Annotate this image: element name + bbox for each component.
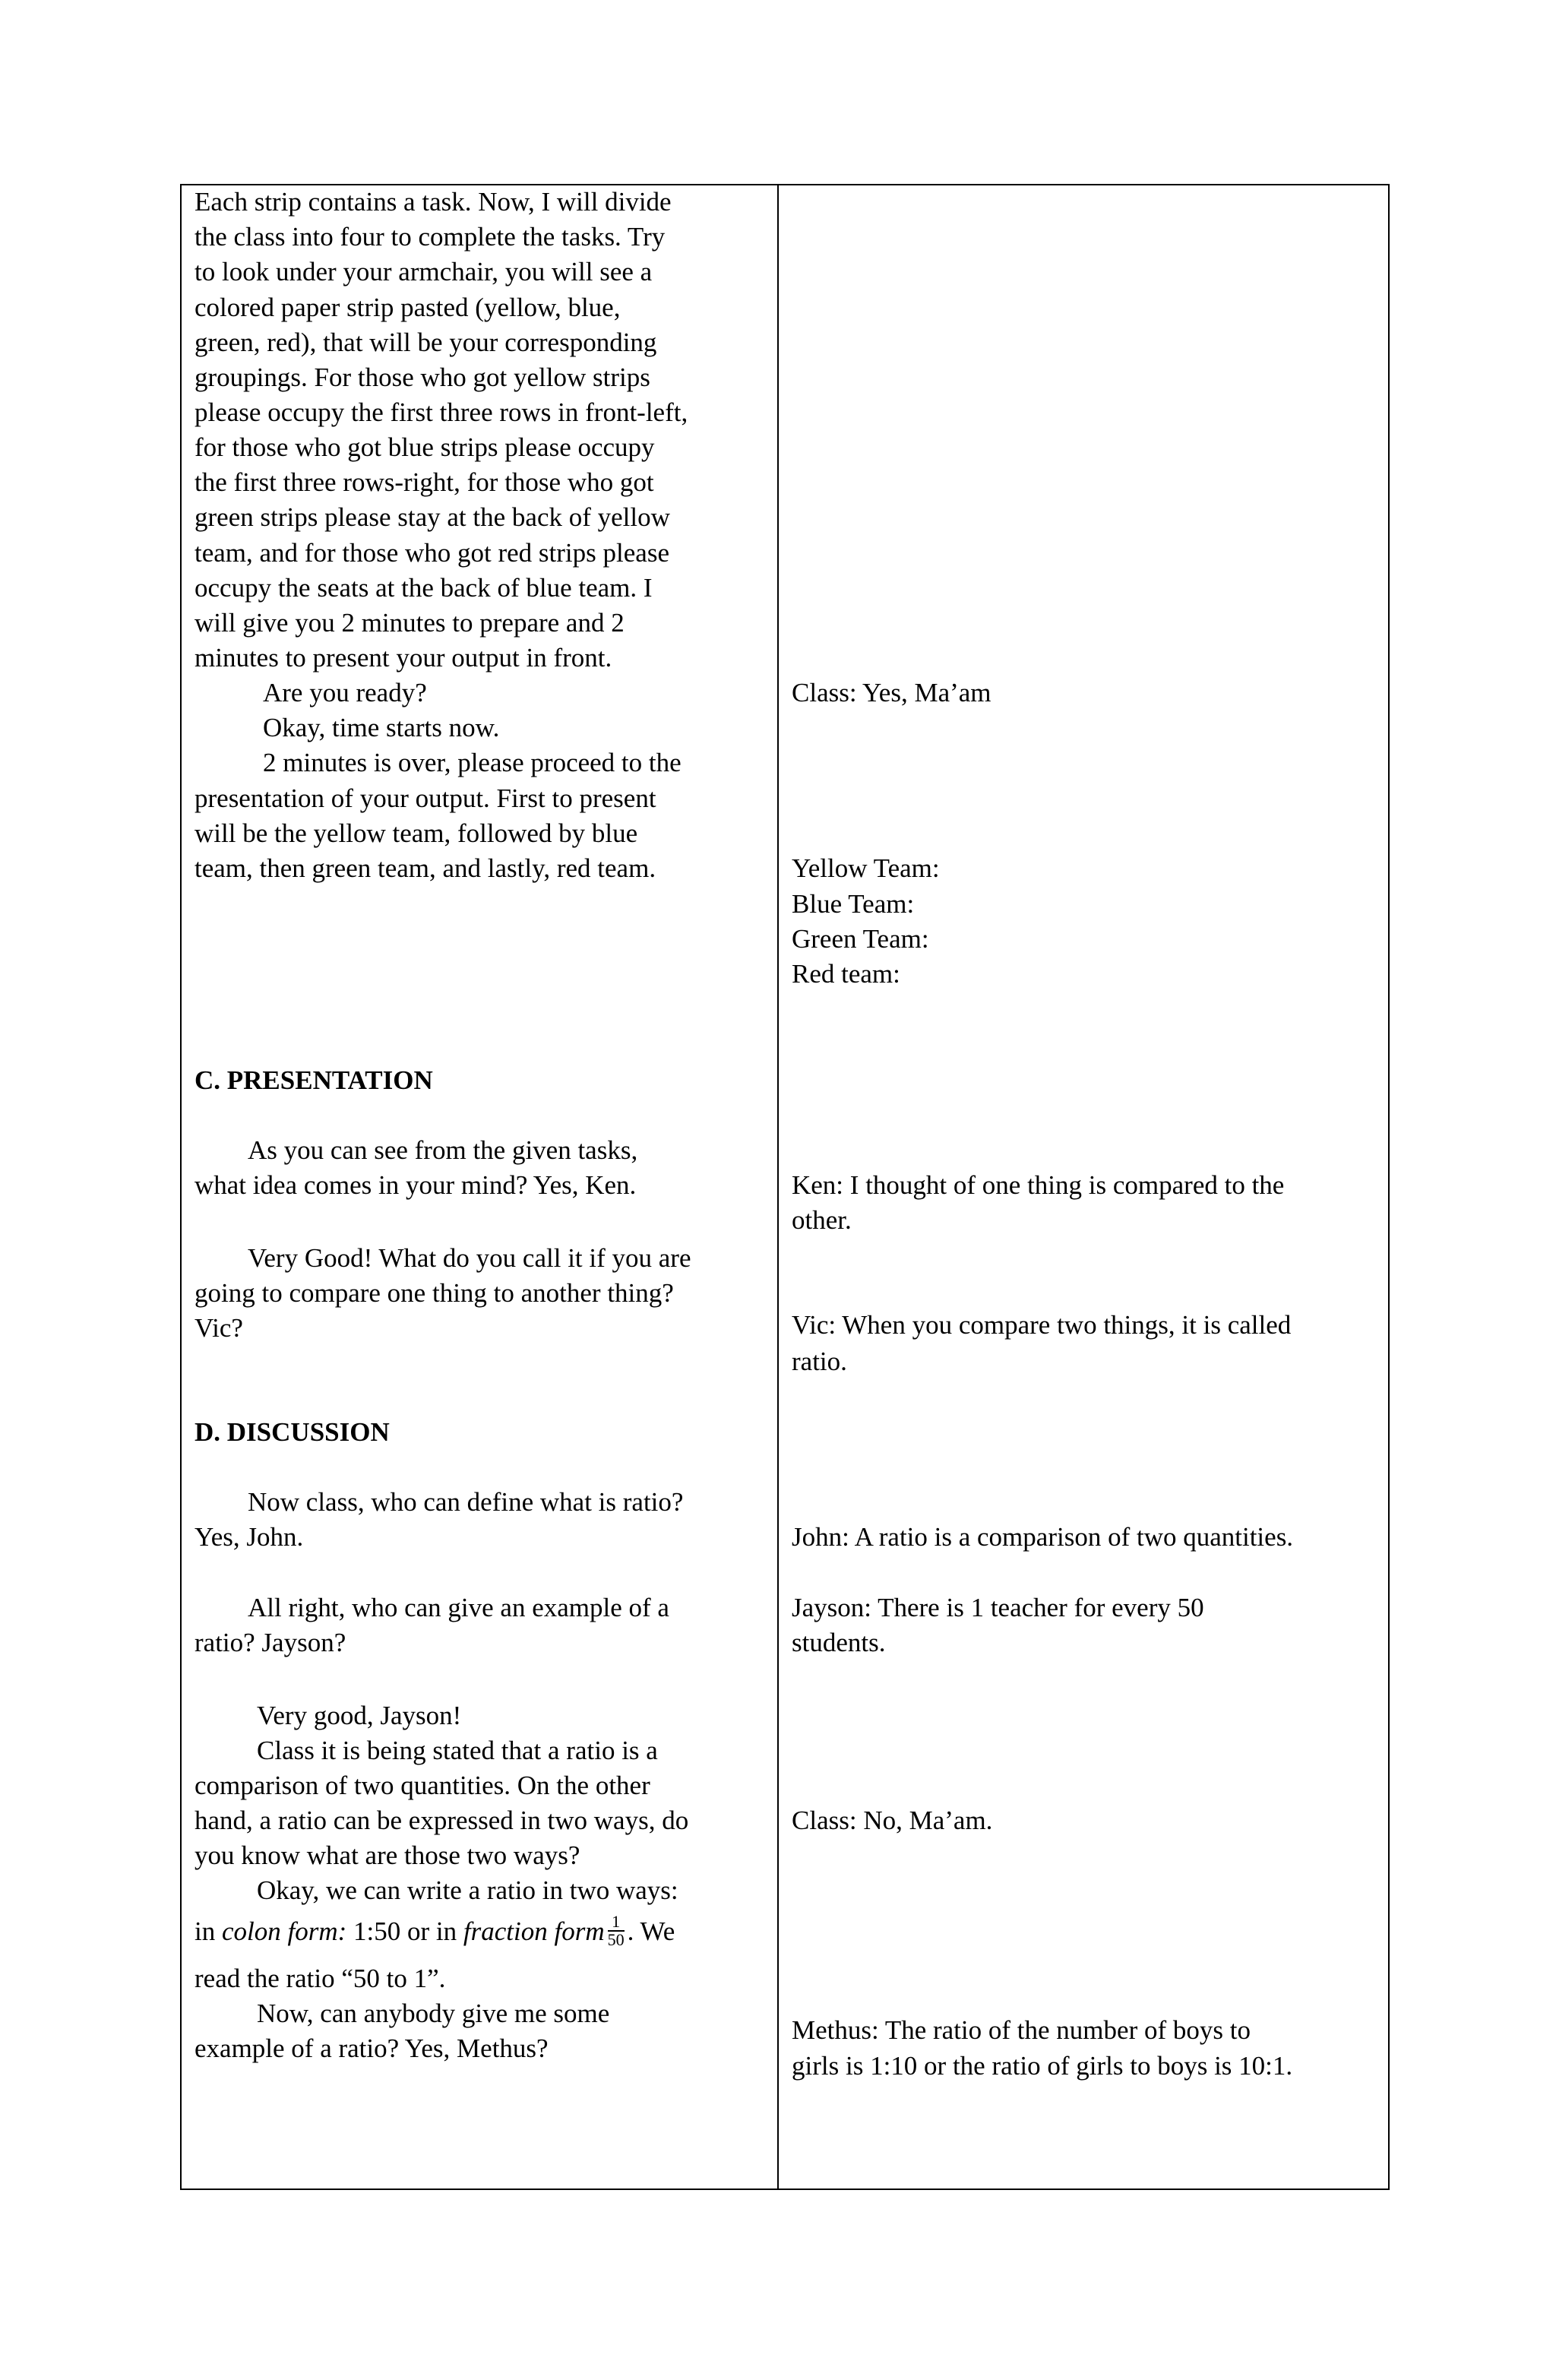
intro-line: the first three rows-right, for those who got: [194, 467, 654, 497]
methus-response-line: girls is 1:10 or the ratio of girls to boys is 10:1.: [792, 2051, 1293, 2081]
intro-line: occupy the seats at the back of blue team. I: [194, 573, 653, 603]
presentation-good-line: Vic?: [194, 1313, 243, 1343]
over-line: team, then green team, and lastly, red team.: [194, 853, 656, 883]
stated-line: you know what are those two ways?: [194, 1840, 580, 1870]
team-blue: Blue Team:: [792, 889, 915, 919]
presentation-good-line: Very Good! What do you call it if you are: [248, 1243, 691, 1273]
intro-line: groupings. For those who got yellow strips: [194, 362, 650, 392]
jayson-response-line: Jayson: There is 1 teacher for every 50: [792, 1593, 1204, 1622]
stated-line: comparison of two quantities. On the other: [194, 1771, 650, 1800]
over-line: 2 minutes is over, please proceed to the: [263, 748, 682, 777]
stated-line: Class it is being stated that a ratio is a: [257, 1736, 658, 1765]
vic-response-line: ratio.: [792, 1347, 847, 1376]
intro-line: minutes to present your output in front.: [194, 643, 612, 673]
class-no-response: Class: No, Ma’am.: [792, 1806, 993, 1835]
methus-response-line: Methus: The ratio of the number of boys to: [792, 2015, 1251, 2045]
form-in: in: [194, 1916, 222, 1946]
presentation-question-line: what idea comes in your mind? Yes, Ken.: [194, 1170, 637, 1200]
intro-line: to look under your armchair, you will see a: [194, 257, 653, 286]
team-yellow: Yellow Team:: [792, 853, 940, 883]
fraction-numerator: 1: [608, 1913, 625, 1932]
team-green: Green Team:: [792, 924, 929, 954]
example-line: ratio? Jayson?: [194, 1628, 346, 1657]
presentation-heading: C. PRESENTATION: [194, 1065, 433, 1095]
intro-line: for those who got blue strips please occupy: [194, 432, 655, 462]
intro-line: will give you 2 minutes to prepare and 2: [194, 608, 625, 638]
intro-line: green strips please stay at the back of yellow: [194, 502, 670, 532]
john-response: John: A ratio is a comparison of two quantities.: [792, 1522, 1294, 1552]
jayson-response-line: students.: [792, 1628, 886, 1657]
intro-line: green, red), that will be your corresponding: [194, 328, 657, 357]
ready-question: Are you ready?: [263, 678, 427, 707]
time-starts-line: Okay, time starts now.: [263, 713, 500, 742]
intro-line: Each strip contains a task. Now, I will divide: [194, 187, 672, 217]
over-line: presentation of your output. First to present: [194, 783, 656, 813]
example-line: All right, who can give an example of a: [248, 1593, 669, 1622]
ratio-forms-line: [194, 1911, 675, 1951]
intro-line: please occupy the first three rows in front-left,: [194, 397, 688, 427]
form-we: . We: [627, 1916, 675, 1946]
very-good-jayson: Very good, Jayson!: [257, 1701, 462, 1730]
intro-line: colored paper strip pasted (yellow, blue,: [194, 293, 621, 322]
intro-line: team, and for those who got red strips please: [194, 538, 669, 568]
read-ratio-line: read the ratio “50 to 1”.: [194, 1964, 446, 1993]
define-line: Yes, John.: [194, 1522, 304, 1552]
colon-form-value: 1:50 or in: [346, 1916, 463, 1946]
okay-write-line: Okay, we can write a ratio in two ways:: [257, 1875, 678, 1905]
stated-line: hand, a ratio can be expressed in two ways, do: [194, 1806, 689, 1835]
fraction-one-over-fifty: [608, 1913, 625, 1948]
intro-line: the class into four to complete the tasks. Try: [194, 222, 666, 252]
column-divider: [777, 185, 779, 2189]
fraction-denominator: 50: [607, 1929, 625, 1949]
vic-response-line: Vic: When you compare two things, it is called: [792, 1310, 1292, 1340]
class-yes-response: Class: Yes, Ma’am: [792, 678, 991, 707]
discussion-heading: D. DISCUSSION: [194, 1417, 390, 1447]
over-line: will be the yellow team, followed by blue: [194, 818, 638, 848]
define-line: Now class, who can define what is ratio?: [248, 1487, 684, 1517]
fraction-form-label: fraction form: [463, 1916, 605, 1946]
anybody-line: Now, can anybody give me some: [257, 1999, 610, 2028]
presentation-good-line: going to compare one thing to another thing?: [194, 1278, 674, 1308]
ken-response-line: other.: [792, 1205, 852, 1235]
ken-response-line: Ken: I thought of one thing is compared to the: [792, 1170, 1285, 1200]
anybody-line: example of a ratio? Yes, Methus?: [194, 2033, 549, 2063]
team-red: Red team:: [792, 959, 900, 989]
colon-form-label: colon form:: [221, 1916, 347, 1946]
presentation-question-line: As you can see from the given tasks,: [248, 1135, 638, 1165]
